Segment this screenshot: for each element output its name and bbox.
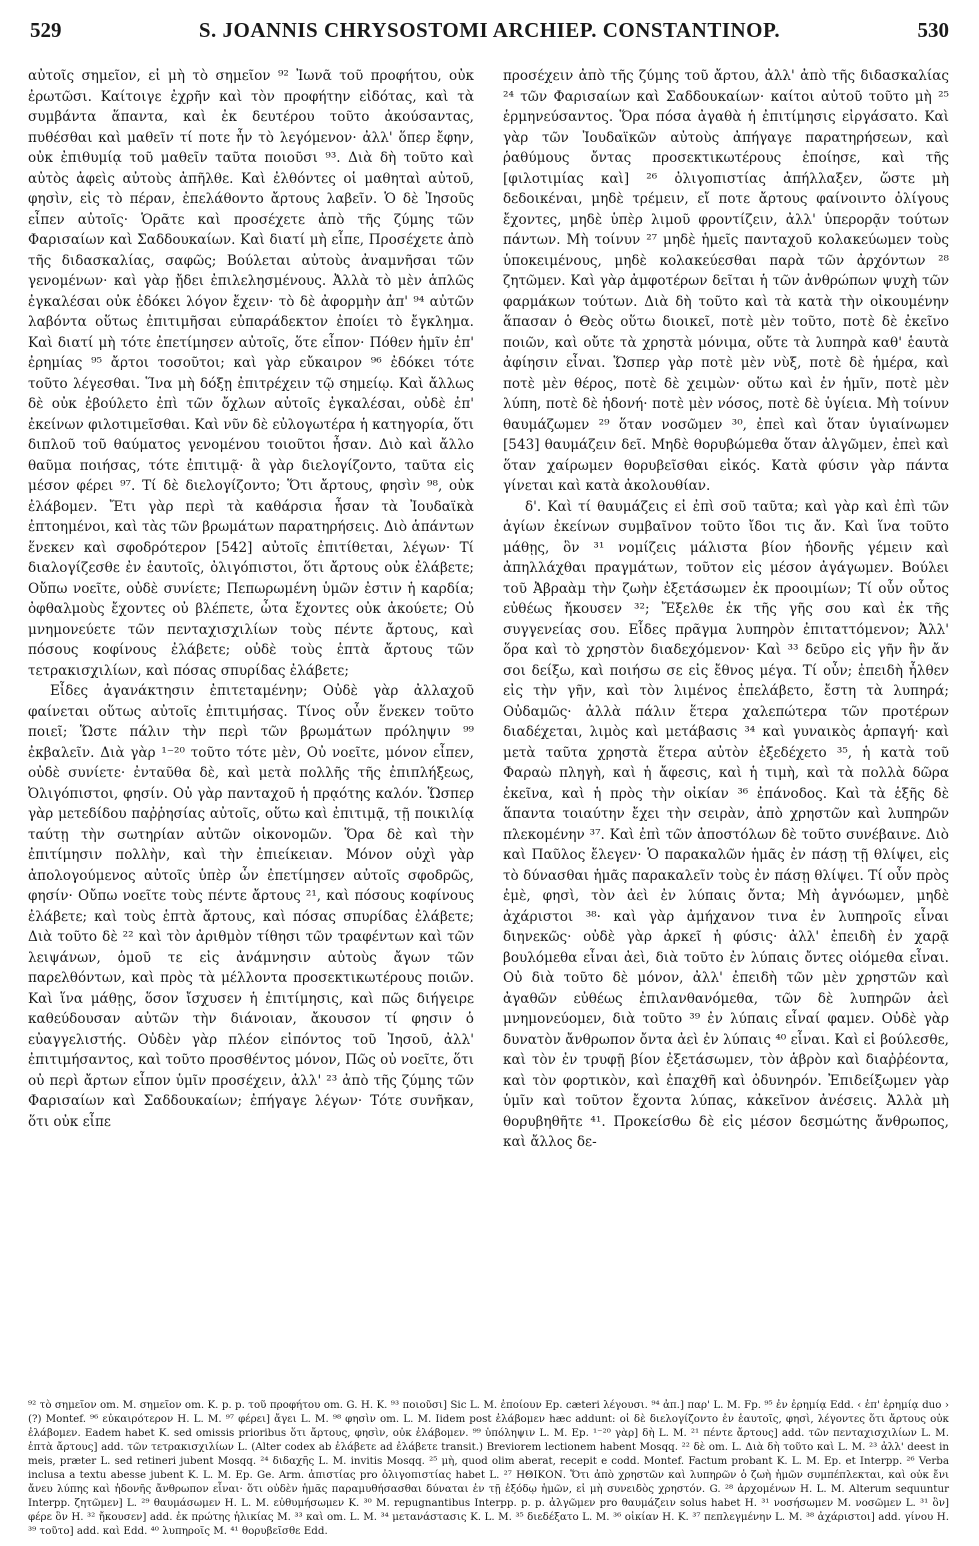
- paragraph: προσέχειν ἀπὸ τῆς ζύμης τοῦ ἄρτου, ἀλλ' ἀπὸ τῆς διδασκαλίας ²⁴ τῶν Φαρισαίων καὶ Σαδδουκαίων· καίτοι αὐτοῦ τοῦτο μὴ ²⁵ ἑρμηνεύσαντος. Ὅρα πόσα ἀγαθὰ ἡ ἐπιτίμησις εἰργάσατο. Καὶ γὰρ τῶν Ἰουδαϊκῶν αὐτοὺς ἀπήγαγε παρατηρήσεων, καὶ ῥαθύμους ὄντας προσεκτικωτέρους ἐποίησε, καὶ τῆς [φιλοτιμίας καὶ] ²⁶ ὀλιγοπιστίας ἀπήλλαξεν, ὥστε μὴ δεδοικέναι, μηδὲ τρέμειν, εἴ ποτε ἄρτους φαίνοιντο ὀλίγους ἔχοντες, μηδὲ ὑπὲρ λιμοῦ φροντίζειν, ἀλλ' ὑπερορᾷν τούτων πάντων. Μὴ τοίνυν ²⁷ μηδὲ ἡμεῖς πανταχοῦ κολακεύωμεν τοὺς ὑποκειμένους, μηδὲ κολακεύεσθαι παρὰ τῶν ἀρχόντων ²⁸ ζητῶμεν. Καὶ γὰρ ἀμφοτέρων δεῖται ἡ τῶν ἀνθρώπων ψυχὴ τῶν φαρμάκων τούτων. Διὰ δὴ τοῦτο καὶ τὰ κατὰ τὴν οἰκουμένην ἅπασαν ὁ Θεὸς οὕτω διοικεῖ, ποτὲ μὲν τοῦτο, ποτὲ δὲ ἐκεῖνο ποιῶν, καὶ οὔτε τὰ χρηστὰ μόνιμα, οὔτε τὰ λυπηρὰ καθ' ἑαυτὰ ἀφίησιν εἶναι. Ὥσπερ γὰρ ποτὲ μὲν νὺξ, ποτὲ δὲ ἡμέρα, καὶ ποτὲ μὲν θέρος, ποτὲ δὲ χειμὼν· οὕτω καὶ ἐν ἡμῖν, ποτὲ μὲν λύπη, ποτὲ δὲ ἡδονή· ποτὲ μὲν νόσος, ποτὲ δὲ ὑγίεια. Μὴ τοίνυν θαυμάζωμεν ²⁹ ὅταν νοσῶμεν ³⁰, ἐπεὶ καὶ ὅταν ὑγιαίνωμεν [543] θαυμάζειν δεῖ. Μηδὲ θορυβώμεθα ὅταν ἀλγῶμεν, ἐπεὶ καὶ ὅταν χαίρωμεν θορυβεῖσθαι εἰκός. Κατὰ φύσιν γὰρ πάντα γίνεται καὶ κατὰ ἀκολουθίαν.: [503, 68, 949, 494]
- paragraph: δ'. Καὶ τί θαυμάζεις εἰ ἐπὶ σοῦ ταῦτα; καὶ γὰρ καὶ ἐπὶ τῶν ἁγίων ἐκείνων συμβαῖνον τοῦτο ἴδοι τις ἄν. Καὶ ἵνα τοῦτο μάθῃς, ὃν ³¹ νομίζεις μάλιστα βίον ἡδονῆς γέμειν καὶ ἀπηλλάχθαι πραγμάτων, τοῦτον εἰς μέσον ἀγάγωμεν. Βούλει τοῦ Ἀβραὰμ τὴν ζωὴν ἐξετάσωμεν ἐκ προοιμίων; Τί οὖν οὗτος εὐθέως ἤκουσεν ³²; Ἔξελθε ἐκ τῆς γῆς σου καὶ ἐκ τῆς συγγενείας σου. Εἶδες πρᾶγμα λυπηρὸν ἐπιταττόμενον; Ἀλλ' ὅρα καὶ τὸ χρηστὸν διαδεχόμενον· Καὶ ³³ δεῦρο εἰς γῆν ἣν ἄν σοι δείξω, καὶ ποιήσω σε εἰς ἔθνος μέγα. Τί οὖν; ἐπειδὴ ἦλθεν εἰς τὴν γῆν, καὶ τὸν λιμένος ἐπελάβετο, ἔστη τὰ λυπηρά; Οὐδαμῶς· ἀλλὰ πάλιν ἕτερα χαλεπώτερα τῶν προτέρων διαδέχεται, λιμὸς καὶ μετάβασις ³⁴ καὶ γυναικὸς ἁρπαγή· καὶ μετὰ ταῦτα χρηστὰ ἕτερα αὐτὸν ἐξεδέχετο ³⁵, ἡ κατὰ τοῦ Φαραὼ πληγὴ, καὶ ἡ ἄφεσις, καὶ ἡ τιμὴ, καὶ τὰ πολλὰ δῶρα ἐκεῖνα, καὶ ἡ πρὸς τὴν οἰκίαν ³⁶ ἐπάνοδος. Καὶ τὰ ἑξῆς δὲ ἅπαντα τοιαύτην ἔχει τὴν σειρὰν, ἀπὸ χρηστῶν καὶ λυπηρῶν πλεκομένην ³⁷. Καὶ ἐπὶ τῶν ἀποστόλων δὲ τοῦτο συνέβαινε. Διὸ καὶ Παῦλος ἔλεγεν· Ὁ παρακαλῶν ἡμᾶς ἐν πάσῃ τῇ θλίψει, εἰς τὸ δύνασθαι ἡμᾶς παρακαλεῖν τοὺς ἐν πάσῃ θλίψει. Τί οὖν πρὸς ἐμὲ, φησὶ, τὸν ἀεὶ ἐν λύπαις ὄντα; Μὴ ἀγνόωμεν, μηδὲ ἀχάριστοι ³⁸· καὶ γὰρ ἀμήχανον τινα ἐν λυπηροῖς εἶναι διηνεκῶς· οὐδὲ γὰρ ἀρκεῖ ἡ φύσις· ἀλλ' ἐπειδὴ ἐν χαρᾷ βουλόμεθα εἶναι ἀεὶ, διὰ τοῦτο ἐν λύπαις ὄντες οἰόμεθα εἶναι. Οὐ διὰ τοῦτο δὲ μόνον, ἀλλ' ἐπειδὴ τῶν μὲν χρηστῶν καὶ ἀγαθῶν εὐθέως ἐπιλανθανόμεθα, τῶν δὲ λυπηρῶν ἀεὶ μνημονεύομεν, διὰ τοῦτο ³⁹ ἐν λύπαις εἶναί φαμεν. Οὐδὲ γὰρ δυνατὸν ἄνθρωπον ὄντα ἀεὶ ἐν λύπαις ⁴⁰ εἶναι. Καὶ εἰ βούλεσθε, καὶ τὸν ἐν τρυφῇ βίον ἐξετάσωμεν, τὸν ἁβρὸν καὶ διαῤῥέοντα, καὶ τὸν φορτικὸν, καὶ ἐπαχθῆ καὶ ὀδυνηρόν. Ἐπιδείξωμεν γὰρ ὑμῖν καὶ τοῦτον ἔχοντα λύπας, κἀκεῖνον ἀνέσεις. Ἀλλὰ μὴ θορυβηθῆτε ⁴¹. Προκείσθω δὲ εἰς μέσον δεσμώτης ἄνθρωπος, καὶ ἄλλος δε-: [503, 498, 949, 1150]
- right-page-number: 530: [917, 18, 949, 42]
- left-page-number: 529: [30, 18, 62, 42]
- right-column: [503, 66, 949, 1153]
- running-title: S. JOANNIS CHRYSOSTOMI ARCHIEP. CONSTANTINOP.: [198, 18, 781, 42]
- footnote-text: ⁹² τὸ σημεῖον om. M. σημεῖον om. K. p. p. τοῦ προφήτου om. G. H. K. ⁹³ ποιοῦσι] Sic L. M. ἐποίουν Ep. cæteri λέγουσι. ⁹⁴ ἀπ.] παρ' L. M. Fp. ⁹⁵ ἐν ἐρημίᾳ Edd. ‹ ἐπ' ἐρημίᾳ duo › (?) Montef. ⁹⁶ εὐκαιρότερον H. L. M. ⁹⁷ φέρει] ἄγει L. M. ⁹⁸ φησὶν om. L. M. Iidem post ἐλάβομεν hæc addunt: οἱ δὲ διελογίζοντο ἐν ἑαυτοῖς, φησὶ, λέγοντες ὅτι ἄρτους οὐκ ἐλάβομεν. Eadem habet K. sed omissis prioribus ὅτι ἄρτους, φησὶν, οὐκ ἐλάβομεν. ⁹⁹ ὑπόληψιν L. M. Ep. ¹⁻²⁰ γὰρ] δὴ L. M. ²¹ πέντε ἄρτους] add. τῶν πενταχισχιλίων L. M. ἑπτὰ ἄρτους] add. τῶν τετρακισχιλίων L. (Alter codex ab ἐλάβετε ad ἐλάβετε transit.) Breviorem lectionem habent Mosqq. ²² δὲ om. L. Διὰ δὴ τοῦτο καὶ L. M. ²³ ἀλλ' deest in meis, præter L. sed retineri jubent Mosqq. ²⁴ διδαχῆς L. M. invitis Mosqq. ²⁵ μὴ, quod olim aberat, recepit e codd. Montef. Factum probant K. L. M. Ep. et Interpp. ²⁶ Verba inclusa a textu abesse jubent K. L. M. Ep. Ge. Arm. ἀπιστίας pro ὀλιγοπιστίας habet L. ²⁷ ΗΘΙΚΟΝ. Ὅτι ἀπὸ χρηστῶν καὶ λυπηρῶν ὁ ζωὴ ἡμῶν συμπέπλεκται, καὶ οὐκ ἔνι ἄνευ λύπης καὶ ἡδονῆς ἄνθρωπον εἶναι· ὅτι οὐδὲν ἡμᾶς παραμυθήσασθαι δύναται ἐν τῇ ἐξόδῳ ἡμῶν, εἰ μὴ συνειδὸς χρηστόν. G. ²⁸ ἀρχομένων H. L. M. Alterum sequuntur Interpp. ζητῶμεν] L. ²⁹ θαυμάσωμεν H. L. M. εὐθυμήσωμεν K. ³⁰ M. repugnantibus Interpp. p. p. ἀλγῶμεν pro θαυμάζειν solus habet H. ³¹ νοσήσωμεν M. νοσῶμεν L. ³¹ ὃν] φέρε ὃν H. ³² ἤκουσεν] add. ἐκ πρώτης ἡλικίας M. ³³ καὶ om. L. M. ³⁴ μετανάστασις K. L. M. ³⁵ διεδέξατο L. M. ³⁶ οἰκίαν H. K. ³⁷ πεπλεγμένην L. M. ³⁸ ἀχάριστοι] add. γίνου H. ³⁹ τοῦτο] add. καὶ Edd. ⁴⁰ λυπηροῖς M. ⁴¹ θορυβεῖσθε Edd.: [28, 1399, 949, 1538]
- left-column: [28, 66, 474, 1132]
- paragraph: Εἶδες ἀγανάκτησιν ἐπιτεταμένην; Οὐδὲ γὰρ ἀλλαχοῦ φαίνεται οὕτως αὐτοῖς ἐπιτιμήσας. Τίνος οὖν ἕνεκεν τοῦτο ποιεῖ; Ὥστε πάλιν τὴν περὶ τῶν βρωμάτων πρόληψιν ⁹⁹ ἐκβαλεῖν. Διὰ γὰρ ¹⁻²⁰ τοῦτο τότε μὲν, Οὐ νοεῖτε, μόνον εἶπεν, οὐδὲ συνίετε· ἐνταῦθα δὲ, καὶ μετὰ πολλῆς τῆς ἐπιπλήξεως, Ὀλιγόπιστοι, φησίν. Οὐ γὰρ πανταχοῦ ἡ πρᾳότης καλόν. Ὥσπερ γὰρ μετεδίδου παῤῥησίας αὐτοῖς, οὕτω καὶ ἐπιτιμᾷ, τῇ ποικιλίᾳ ταύτῃ τὴν σωτηρίαν αὐτῶν οἰκονομῶν. Ὅρα δὲ καὶ τὴν ἐπιτίμησιν πολλὴν, καὶ τὴν ἐπιείκειαν. Μόνον οὐχὶ γὰρ ἀπολογούμενος αὐτοῖς ὑπὲρ ὧν ἐπετίμησεν αὐτοῖς σφοδρῶς, φησίν· Οὔπω νοεῖτε τοὺς πέντε ἄρτους ²¹, καὶ πόσους κοφίνους ἐλάβετε; καὶ τοὺς ἑπτὰ ἄρτους, καὶ πόσας σπυρίδας ἐλάβετε; Διὰ τοῦτο δὲ ²² καὶ τὸν ἀριθμὸν τίθησι τῶν τραφέντων καὶ τῶν λειψάνων, ὁμοῦ τε εἰς ἀνάμνησιν αὐτοὺς ἄγων τῶν παρελθόντων, καὶ πρὸς τὰ μέλλοντα προσεκτικωτέρους ποιῶν. Καὶ ἵνα μάθῃς, ὅσον ἴσχυσεν ἡ ἐπιτίμησις, καὶ πῶς διήγειρε καθεύδουσαν αὐτῶν τὴν διάνοιαν, ἄκουσον τί φησιν ὁ εὐαγγελιστής. Οὐδὲν γὰρ πλέον εἰπόντος τοῦ Ἰησοῦ, ἀλλ' ἐπιτιμήσαντος, καὶ τοῦτο προσθέντος μόνον, Πῶς οὐ νοεῖτε, ὅτι οὐ περὶ ἄρτων εἶπον ὑμῖν προσέχειν, ἀλλ' ²³ ἀπὸ τῆς ζύμης τῶν Φαρισαίων καὶ Σαδδουκαίων; ἐπήγαγε λέγων· Τότε συνῆκαν, ὅτι οὐκ εἶπε: [28, 683, 474, 1130]
- footnotes: [28, 1398, 949, 1538]
- paragraph: αὐτοῖς σημεῖον, εἰ μὴ τὸ σημεῖον ⁹² Ἰωνᾶ τοῦ προφήτου, οὐκ ἐρωτῶσι. Καίτοιγε ἐχρῆν καὶ τὸν προφήτην εἰδότας, καὶ τὰ συμβάντα ἅπαντα, καὶ ἐκ δευτέρου τοῦτο ἀκούσαντας, πυθέσθαι καὶ μαθεῖν τί ποτε ἦν τὸ λεγόμενον· ἀλλ' ὅπερ ἔφην, οὐκ ἐπιθυμίᾳ τοῦ μαθεῖν ταῦτα ποιοῦσι ⁹³. Διὰ δὴ τοῦτο καὶ αὐτὸς ἀφεὶς αὐτοὺς ἀπῆλθε. Καὶ ἐλθόντες οἱ μαθηταὶ αὐτοῦ, φησὶν, εἰς τὸ πέραν, ἐπελάθοντο ἄρτους λαβεῖν. Ὁ δὲ Ἰησοῦς εἶπεν αὐτοῖς· Ὁρᾶτε καὶ προσέχετε ἀπὸ τῆς ζύμης τῶν Φαρισαίων καὶ Σαδδουκαίων. Καὶ διατί μὴ εἶπε, Προσέχετε ἀπὸ τῆς διδασκαλίας, σαφῶς; Βούλεται αὐτοὺς ἀναμνῆσαι τῶν γενομένων· καὶ γὰρ ᾔδει ἐπιλελησμένους. Ἀλλὰ τὸ μὲν ἁπλῶς ἐγκαλέσαι οὐκ ἐδόκει λόγον ἔχειν· τὸ δὲ ἀφορμὴν ἀπ' ⁹⁴ αὐτῶν λαβόντα οὕτως ἐπιτιμῆσαι εὐπαράδεκτον ἐποίει τὸ ἔγκλημα. Καὶ διατί μὴ τότε ἐπετίμησεν αὐτοῖς, ὅτε εἶπον· Πόθεν ἡμῖν ἐπ' ἐρημίας ⁹⁵ ἄρτοι τοσοῦτοι; καὶ γὰρ εὔκαιρον ⁹⁶ ἐδόκει τότε τοῦτο λέγεσθαι. Ἵνα μὴ δόξῃ ἐπιτρέχειν τῷ σημείῳ. Καὶ ἄλλως δὲ οὐκ ἐβούλετο ἐπὶ τῶν ὄχλων αὐτοῖς ἐγκαλέσαι, οὐδὲ ἐπ' ἐκείνων φιλοτιμεῖσθαι. Καὶ νῦν δὲ εὐλογωτέρα ἡ κατηγορία, ὅτι διπλοῦ τοῦ θαύματος γενομένου τοιοῦτοι ἦσαν. Διὸ καὶ ἄλλο θαῦμα ποιήσας, τότε ἐπιτιμᾷ· ἃ γὰρ διελογίζοντο, ταῦτα εἰς μέσον φέρει ⁹⁷. Τί δὲ διελογίζοντο; Ὅτι ἄρτους, φησὶν ⁹⁸, οὐκ ἐλάβομεν. Ἔτι γὰρ περὶ τὰ καθάρσια ἦσαν τὰ Ἰουδαϊκὰ ἐπτοημένοι, καὶ τὰς τῶν βρωμάτων παρατηρήσεις. Διὸ ἁπάντων ἕνεκεν καὶ σφοδρότερον [542] αὐτοῖς ἐπιτίθεται, λέγων· Τί διαλογίζεσθε ἐν ἑαυτοῖς, ὀλιγόπιστοι, ὅτι ἄρτους οὐκ ἐλάβετε; Οὔπω νοεῖτε, οὐδὲ συνίετε; Πεπωρωμένη ὑμῶν ἐστιν ἡ καρδία; ὀφθαλμοὺς ἔχοντες οὐ βλέπετε, ὦτα ἔχοντες οὐκ ἀκούετε; Οὐ μνημονεύετε τῶν πενταχισχιλίων τοὺς πέντε ἄρτους, καὶ πόσους κοφίνους ἐλάβετε; οὐδὲ τοὺς ἑπτὰ ἄρτους τῶν τετρακισχιλίων, καὶ πόσας σπυρίδας ἐλάβετε;: [28, 68, 474, 679]
- running-header: [30, 18, 949, 48]
